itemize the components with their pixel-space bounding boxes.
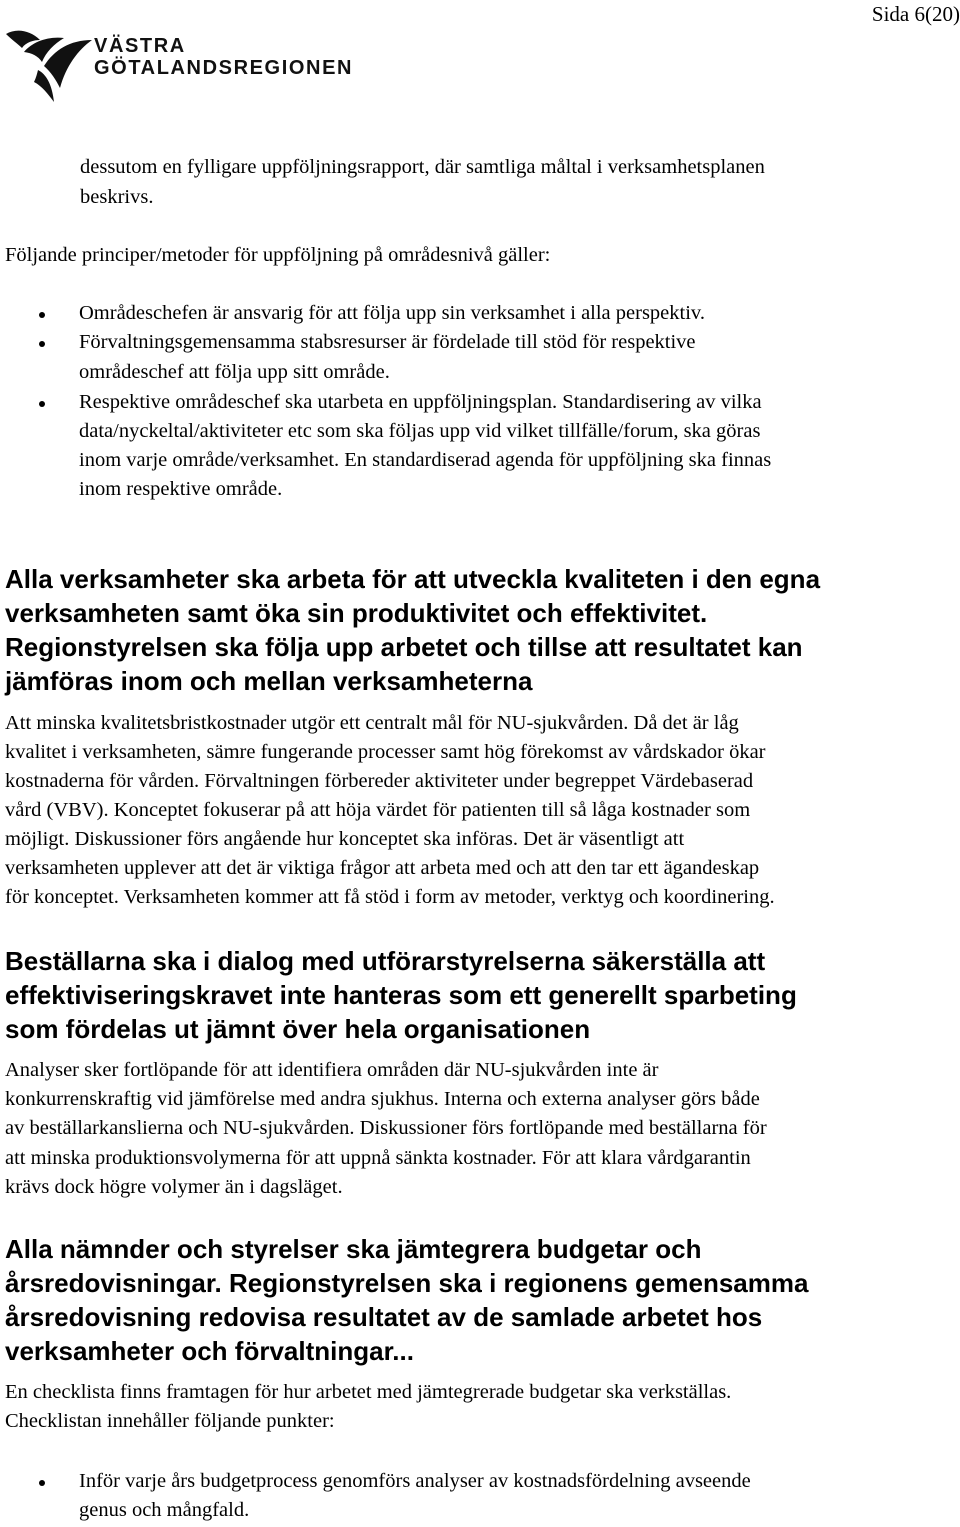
heading-line: Regionstyrelsen ska följa upp arbetet och tillse att resultatet kan bbox=[5, 632, 803, 662]
list-item-text: områdeschef att följa upp sitt område. bbox=[79, 361, 390, 383]
paragraph-line: Analyser sker fortlöpande för att identifiera områden där NU-sjukvården inte är bbox=[5, 1059, 659, 1081]
paragraph-line: konkurrenskraftig vid jämförelse med andra sjukhus. Interna och externa analyser görs både bbox=[5, 1088, 760, 1110]
paragraph-line: möjligt. Diskussioner förs angående hur konceptet ska införas. Det är väsentligt att bbox=[5, 828, 685, 850]
list-item-text: genus och mångfald. bbox=[79, 1499, 250, 1521]
paragraph-line: för konceptet. Verksamheten kommer att få stöd i form av metoder, verktyg och koordinering. bbox=[5, 886, 775, 908]
paragraph-line: att minska produktionsvolymerna för att uppnå sänkta kostnader. För att klara vårdgarantin bbox=[5, 1147, 751, 1169]
bullet-icon bbox=[39, 1480, 45, 1486]
heading-line: verksamheten samt öka sin produktivitet och effektivitet. bbox=[5, 598, 708, 628]
paragraph-line: Checklistan innehåller följande punkter: bbox=[5, 1410, 335, 1432]
logo-text-line1: VÄSTRA bbox=[94, 35, 186, 57]
paragraph-line: av beställarkanslierna och NU-sjukvården. Diskussioner förs fortlöpande med beställarna för bbox=[5, 1117, 767, 1139]
region-logo bbox=[4, 26, 353, 106]
heading-line: som fördelas ut jämnt över hela organisationen bbox=[5, 1014, 591, 1044]
heading-line: Beställarna ska i dialog med utförarstyrelserna säkerställa att bbox=[5, 946, 766, 976]
heading-line: årsredovisning redovisa resultatet av de samlade arbetet hos bbox=[5, 1302, 763, 1332]
bullet-icon bbox=[39, 341, 45, 347]
region-logo-mark-icon bbox=[4, 26, 92, 106]
heading-line: effektiviseringskravet inte hanteras som ett generellt sparbeting bbox=[5, 980, 797, 1010]
heading-line: verksamheter och förvaltningar... bbox=[5, 1336, 414, 1366]
list-item-text: Områdeschefen är ansvarig för att följa upp sin verksamhet i alla perspektiv. bbox=[79, 302, 705, 324]
intro-line-2: beskrivs. bbox=[80, 186, 154, 208]
paragraph-line: vård (VBV). Konceptet fokuserar på att höja värdet för patienten till så låga kostnader som bbox=[5, 799, 751, 821]
list-item-text: data/nyckeltal/aktiviteter etc som ska följas upp vid vilket tillfälle/forum, ska göras bbox=[79, 420, 761, 442]
paragraph-line: En checklista finns framtagen för hur arbetet med jämtegrerade budgetar ska verkställas. bbox=[5, 1381, 732, 1403]
intro-line-1: dessutom en fylligare uppföljningsrapport, där samtliga måltal i verksamhetsplanen bbox=[80, 156, 765, 178]
heading-line: Alla verksamheter ska arbeta för att utveckla kvaliteten i den egna bbox=[5, 564, 821, 594]
heading-line: årsredovisningar. Regionstyrelsen ska i regionens gemensamma bbox=[5, 1268, 809, 1298]
page-number: Sida 6(20) bbox=[871, 2, 960, 26]
list-item-text: inom respektive område. bbox=[79, 478, 283, 500]
principles-intro: Följande principer/metoder för uppföljning på områdesnivå gäller: bbox=[5, 244, 551, 266]
paragraph-line: kvalitet i verksamheten, sämre fungerande processer samt hög förekomst av vårdskador ökar bbox=[5, 741, 766, 763]
heading-line: jämföras inom och mellan verksamheterna bbox=[5, 666, 533, 696]
bullet-icon bbox=[39, 401, 45, 407]
paragraph-line: verksamheten upplever att det är viktiga frågor att arbeta med och att den tar ett ägandeskap bbox=[5, 857, 760, 879]
list-item-text: Förvaltningsgemensamma stabsresurser är fördelade till stöd för respektive bbox=[79, 331, 696, 353]
logo-text-line2: GÖTALANDSREGIONEN bbox=[94, 57, 354, 79]
list-item-text: inom varje område/verksamhet. En standardiserad agenda för uppföljning ska finnas bbox=[79, 449, 772, 471]
paragraph-line: Att minska kvalitetsbristkostnader utgör ett centralt mål för NU-sjukvården. Då det är låg bbox=[5, 712, 739, 734]
bullet-icon bbox=[39, 312, 45, 318]
heading-line: Alla nämnder och styrelser ska jämtegrera budgetar och bbox=[5, 1234, 702, 1264]
paragraph-line: kostnaderna för vården. Förvaltningen förbereder aktiviteter under begreppet Värdebaserad bbox=[5, 770, 754, 792]
list-item-text: Respektive områdeschef ska utarbeta en uppföljningsplan. Standardisering av vilka bbox=[79, 391, 762, 413]
list-item-text: Inför varje års budgetprocess genomförs analyser av kostnadsfördelning avseende bbox=[79, 1470, 751, 1492]
paragraph-line: krävs dock högre volymer än i dagsläget. bbox=[5, 1176, 343, 1198]
